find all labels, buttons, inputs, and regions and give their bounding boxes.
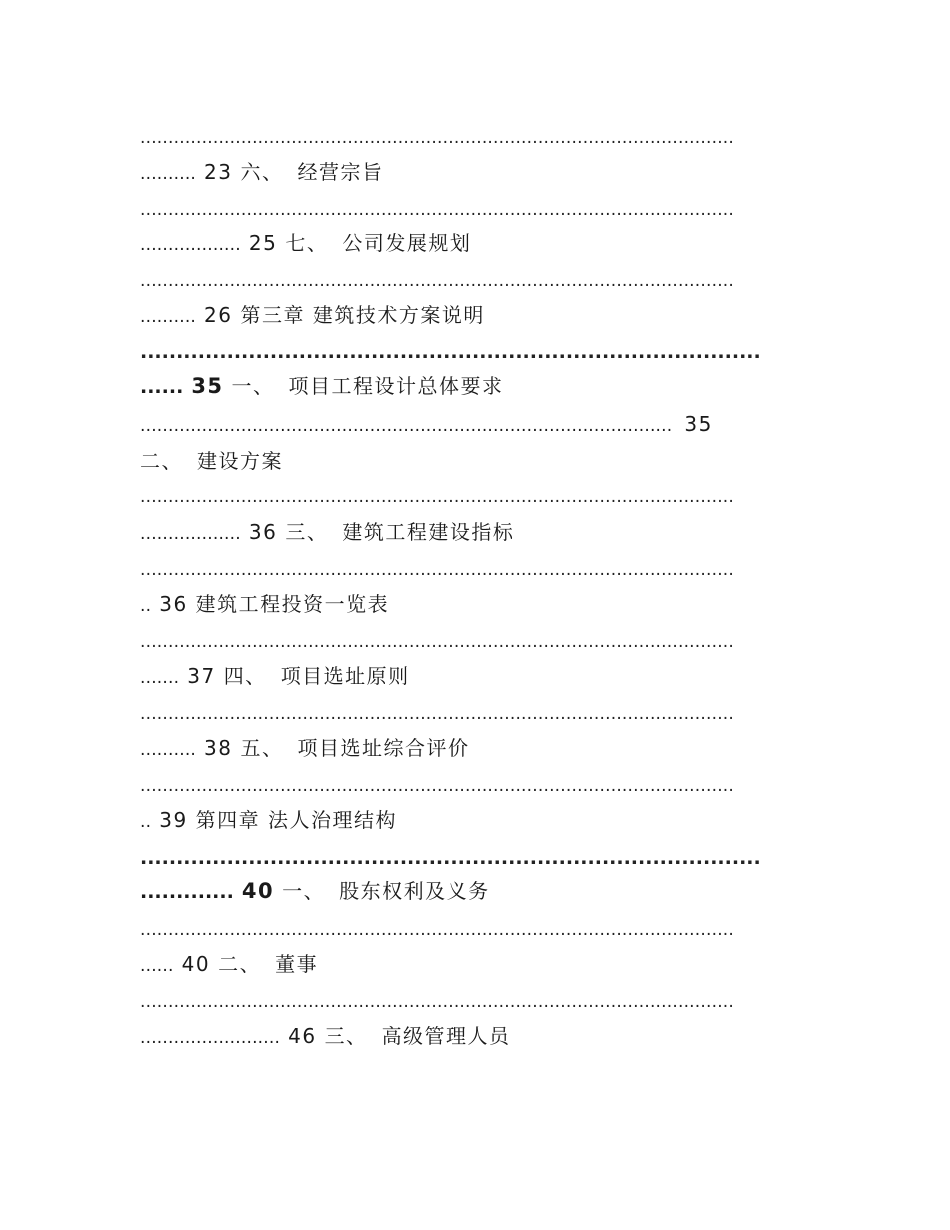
dot-leader: .......................................................................................................... bbox=[140, 632, 735, 652]
page-number: 36 bbox=[248, 520, 278, 544]
page-number: 46 bbox=[288, 1024, 317, 1048]
dot-leader: .......... bbox=[140, 740, 197, 760]
dot-leader: .......................................................................................................... bbox=[140, 271, 735, 291]
toc-entry[interactable] bbox=[140, 806, 802, 836]
section-label: 二、 bbox=[218, 952, 262, 976]
section-label: 二、 bbox=[140, 449, 183, 473]
dot-leader: ...................................................................................... bbox=[140, 342, 761, 362]
section-title: 公司发展规划 bbox=[342, 231, 472, 255]
dot-leader: .......................................................................................................... bbox=[140, 992, 735, 1012]
toc-entry[interactable] bbox=[140, 447, 802, 475]
dot-leader: .......................................................................................................... bbox=[140, 200, 735, 220]
section-label: 五、 bbox=[240, 736, 284, 760]
toc-dot-leader bbox=[140, 560, 802, 580]
dot-leader: .................. bbox=[140, 524, 241, 544]
section-title: 经营宗旨 bbox=[297, 160, 384, 184]
page-number: 37 bbox=[187, 664, 216, 688]
toc-entry[interactable] bbox=[140, 877, 802, 906]
section-label: 一、 bbox=[231, 374, 275, 398]
section-title: 项目选址原则 bbox=[280, 664, 410, 688]
page-number: 40 bbox=[241, 879, 275, 903]
dot-leader: .......................................................................................................... bbox=[140, 128, 735, 148]
toc-dot-leader bbox=[140, 704, 802, 724]
toc-entry[interactable] bbox=[140, 372, 802, 401]
section-title: 建筑工程建设指标 bbox=[342, 520, 515, 544]
section-title: 高级管理人员 bbox=[381, 1024, 511, 1048]
toc-entry[interactable] bbox=[140, 229, 802, 259]
toc-dot-leader bbox=[140, 200, 802, 220]
section-label: 三、 bbox=[285, 520, 329, 544]
toc-dot-leader bbox=[140, 128, 802, 148]
page-number: 40 bbox=[181, 952, 211, 976]
toc-entry[interactable] bbox=[140, 518, 802, 548]
dot-leader: .......................................................................................................... bbox=[140, 704, 735, 724]
dot-leader: .......... bbox=[140, 164, 197, 184]
section-label: 四、 bbox=[223, 664, 267, 688]
chapter-title: 第三章 建筑技术方案说明 bbox=[240, 303, 485, 327]
toc-entry[interactable] bbox=[140, 301, 802, 331]
toc-dot-leader bbox=[140, 776, 802, 796]
toc-entry[interactable] bbox=[140, 950, 802, 980]
toc-dot-leader bbox=[140, 848, 802, 868]
toc-entry[interactable] bbox=[140, 662, 802, 692]
dot-leader: .......................................................................................................... bbox=[140, 560, 735, 580]
section-label: 三、 bbox=[324, 1024, 368, 1048]
section-label: 七、 bbox=[285, 231, 329, 255]
dot-leader: ......................... bbox=[140, 1028, 281, 1048]
toc-entry[interactable] bbox=[140, 590, 802, 620]
page-number: 36 bbox=[159, 592, 188, 616]
toc-dot-leader bbox=[140, 992, 802, 1012]
toc-dot-leader bbox=[140, 920, 802, 940]
chapter-title: 第四章 法人治理结构 bbox=[195, 808, 398, 832]
dot-leader: ...................................................................................... bbox=[140, 848, 761, 868]
page-number: 26 bbox=[204, 303, 233, 327]
dot-leader: .................. bbox=[140, 235, 241, 255]
dot-leader: .......................................................................................................... bbox=[140, 920, 735, 940]
toc-entry[interactable] bbox=[140, 410, 802, 440]
section-title: 项目选址综合评价 bbox=[297, 736, 470, 760]
section-title: 建筑工程投资一览表 bbox=[195, 592, 390, 616]
toc-entry[interactable] bbox=[140, 158, 802, 188]
dot-leader: .. bbox=[140, 596, 152, 616]
page-number: 35 bbox=[191, 374, 224, 398]
dot-leader: .. bbox=[140, 812, 152, 832]
dot-leader: ...... bbox=[140, 956, 174, 976]
section-title: 董事 bbox=[275, 952, 319, 976]
toc-entry[interactable] bbox=[140, 1022, 802, 1052]
dot-leader: .......... bbox=[140, 307, 197, 327]
page-number: 35 bbox=[684, 412, 713, 436]
dot-leader: ...... bbox=[140, 376, 184, 398]
section-label: 一、 bbox=[282, 879, 326, 903]
section-title: 项目工程设计总体要求 bbox=[288, 374, 504, 398]
dot-leader: .......................................................................................................... bbox=[140, 487, 735, 507]
toc-entry[interactable] bbox=[140, 734, 802, 764]
dot-leader: ....... bbox=[140, 668, 180, 688]
toc-dot-leader bbox=[140, 271, 802, 291]
toc-dot-leader bbox=[140, 487, 802, 507]
toc-dot-leader bbox=[140, 342, 802, 362]
page-number: 39 bbox=[159, 808, 188, 832]
section-title: 建设方案 bbox=[197, 449, 283, 473]
dot-leader: ............. bbox=[140, 881, 234, 903]
page-number: 25 bbox=[248, 231, 278, 255]
dot-leader: .......................................................................................................... bbox=[140, 776, 735, 796]
section-title: 股东权利及义务 bbox=[339, 879, 490, 903]
page-number: 38 bbox=[204, 736, 233, 760]
toc-dot-leader bbox=[140, 632, 802, 652]
page-number: 23 bbox=[204, 160, 233, 184]
section-label: 六、 bbox=[240, 160, 284, 184]
dot-leader: ............................................................................................... bbox=[140, 416, 673, 436]
